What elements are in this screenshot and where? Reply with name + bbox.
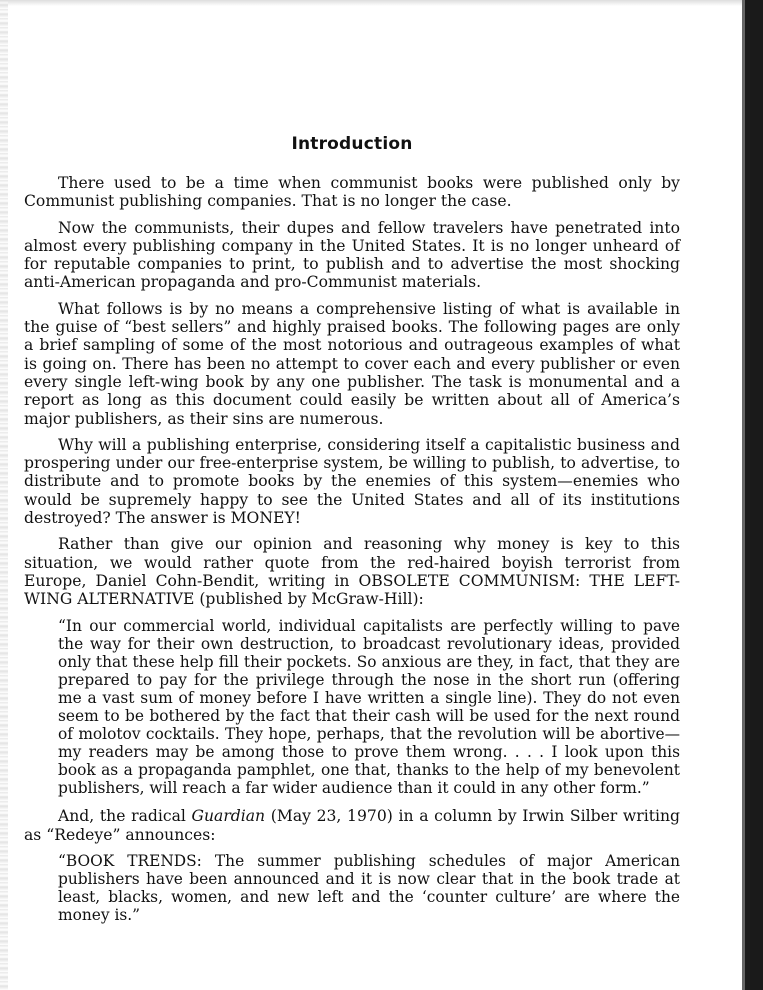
- scan-right-edge: [745, 0, 763, 990]
- paragraph-5: Rather than give our opinion and reasoning why money is key to this situation, we would rather quote from the red-haired boyish terrorist from Europe, Daniel Cohn-Bendit, writing in OBSOLETE COMMUNISM: THE LEFT-WING ALTERNATIVE (published by McGraw-Hill):: [24, 535, 680, 609]
- paragraph-6-start: And, the radical: [58, 807, 192, 826]
- paragraph-6-end: (May 23, 1970) in a column by Irwin Silber writing as “Redeye” announces:: [24, 807, 680, 844]
- quote-2-text: “BOOK TRENDS: The summer publishing schedules of major American publishers have been announced and it is now clear that in the book trade at least, blacks, women, and new left and the ‘counter culture’ are where the money is.”: [58, 852, 680, 925]
- scan-left-edge: [0, 0, 8, 990]
- paragraph-6: [24, 807, 680, 844]
- page-title: Introduction: [291, 134, 413, 154]
- paragraph-3: What follows is by no means a comprehensive listing of what is available in the guise of “best sellers” and highly praised books. The following pages are only a brief sampling of some of the most notorious and outrageous examples of what is going on. There has been no attempt to cover each and every publisher or even every single left-wing book by any one publisher. The task is monumental and a report as long as this document could easily be written about all of America’s major publishers, as their sins are numerous.: [24, 299, 680, 428]
- quote-redeye: [58, 852, 680, 924]
- document-page: [24, 134, 680, 934]
- paragraph-4: Why will a publishing enterprise, considering itself a capitalistic business and prospering under our free-enterprise system, be willing to publish, to advertise, to distribute and to promote books by the enemies of this system—enemies who would be supremely happy to see the United States and all of its institutions destroyed? The answer is MONEY!: [24, 435, 680, 528]
- quote-1-text: “In our commercial world, individual capitalists are perfectly willing to pave the way for their own destruction, to broadcast revolutionary ideas, provided only that these help fill their pockets. So anxious are they, in fact, that they are prepared to pay for the privilege through the nose in the short run (offering me a vast sum of money before I have written a single line). They do not even seem to be bothered by the fact that their cash will be used for the next round of molotov cocktails. They hope, perhaps, that the revolution will be abortive—my readers may be among those to prove them wrong. . . . I look upon this book as a propaganda pamphlet, one that, thanks to the help of my benevolent publishers, will reach a far wider audience than it could in any other form.”: [58, 616, 680, 798]
- scan-top-edge: [0, 0, 763, 6]
- quote-cohn-bendit: [58, 617, 680, 798]
- paragraph-1: There used to be a time when communist books were published only by Communist publishing companies. That is no longer the case.: [24, 174, 680, 211]
- paragraph-2: Now the communists, their dupes and fellow travelers have penetrated into almost every publishing company in the United States. It is no longer unheard of for reputable companies to print, to publish and to advertise the most shocking anti-American propaganda and pro-Communist materials.: [24, 218, 680, 292]
- guardian-title: Guardian: [191, 807, 266, 826]
